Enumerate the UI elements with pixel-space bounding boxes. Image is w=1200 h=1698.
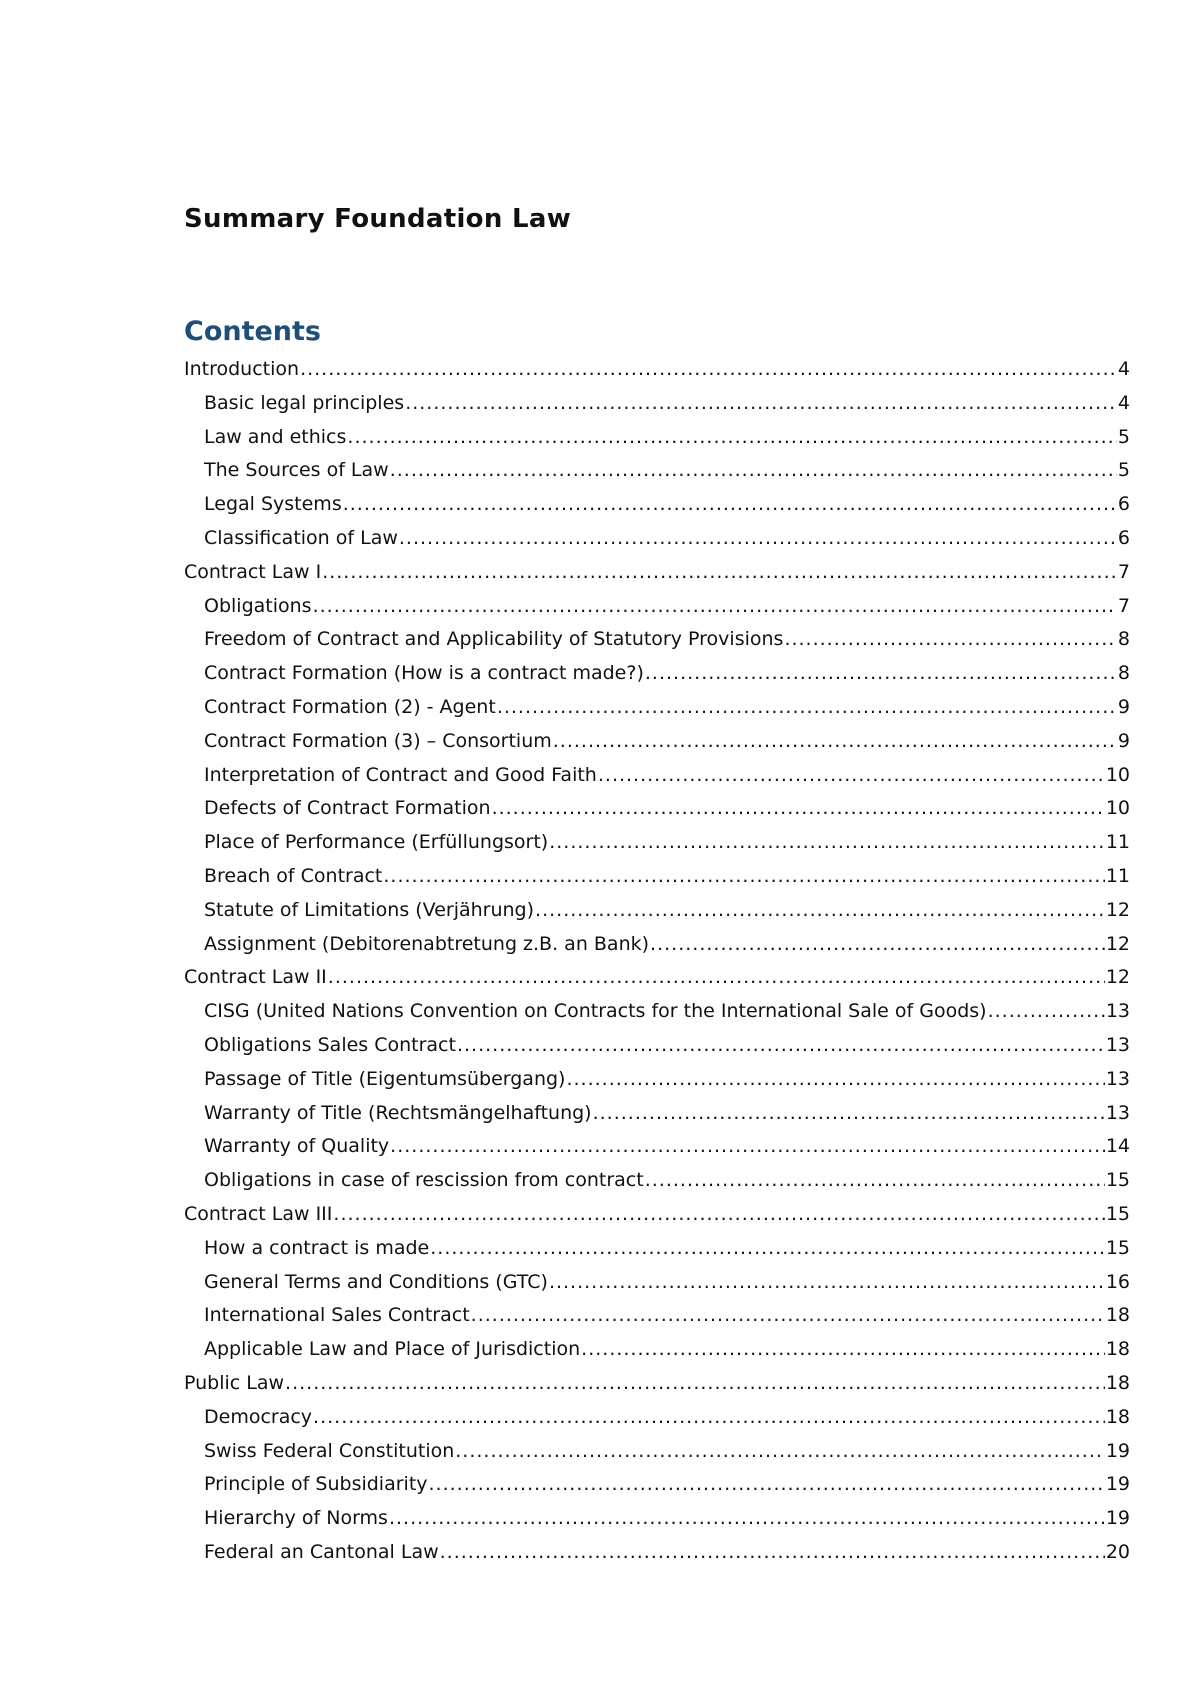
toc-entry-subsection[interactable] bbox=[184, 860, 1130, 894]
toc-entry-page-number: 4 bbox=[1117, 358, 1130, 380]
toc-entry-page-number: 13 bbox=[1105, 1067, 1130, 1090]
toc-entry-title: Obligations Sales Contract bbox=[204, 1033, 456, 1056]
toc-entry-page-number: 12 bbox=[1105, 932, 1130, 955]
toc-dot-leader bbox=[492, 792, 1105, 826]
document-title: Summary Foundation Law bbox=[184, 204, 572, 234]
toc-dot-leader bbox=[300, 353, 1117, 387]
toc-entry-page-number: 12 bbox=[1105, 898, 1130, 921]
toc-dot-leader bbox=[457, 1029, 1105, 1063]
toc-entry-page-number: 18 bbox=[1105, 1371, 1130, 1394]
toc-entry-page-number: 16 bbox=[1105, 1270, 1130, 1293]
toc-entry-page-number: 8 bbox=[1117, 628, 1130, 651]
toc-entry-page-number: 15 bbox=[1105, 1202, 1130, 1225]
toc-entry-title: Defects of Contract Formation bbox=[204, 797, 491, 820]
toc-entry-title: How a contract is made bbox=[204, 1236, 430, 1259]
toc-entry-page-number: 10 bbox=[1105, 797, 1130, 820]
toc-dot-leader bbox=[598, 759, 1105, 793]
toc-entry-page-number: 18 bbox=[1105, 1405, 1130, 1428]
toc-dot-leader bbox=[322, 556, 1117, 590]
toc-entry-title: Assignment (Debitorenabtretung z.B. an Bank) bbox=[204, 932, 650, 955]
toc-entry-title: Contract Formation (3) – Consortium bbox=[204, 729, 552, 752]
toc-entry-subsection[interactable] bbox=[184, 1063, 1130, 1097]
toc-entry-subsection[interactable] bbox=[184, 792, 1130, 826]
toc-entry-section[interactable] bbox=[184, 556, 1130, 590]
toc-dot-leader bbox=[645, 657, 1117, 691]
toc-dot-leader bbox=[471, 1299, 1105, 1333]
toc-entry-title: General Terms and Conditions (GTC) bbox=[204, 1270, 548, 1293]
toc-entry-page-number: 20 bbox=[1105, 1540, 1130, 1563]
toc-dot-leader bbox=[650, 928, 1105, 962]
toc-dot-leader bbox=[593, 1097, 1105, 1131]
toc-entry-title: Contract Law III bbox=[184, 1202, 333, 1225]
toc-dot-leader bbox=[988, 995, 1105, 1029]
toc-entry-title: Democracy bbox=[204, 1405, 313, 1428]
toc-entry-subsection[interactable] bbox=[184, 1435, 1130, 1469]
toc-entry-subsection[interactable] bbox=[184, 894, 1130, 928]
toc-entry-page-number: 13 bbox=[1105, 1033, 1130, 1056]
toc-dot-leader bbox=[343, 488, 1117, 522]
toc-entry-title: Warranty of Quality bbox=[204, 1135, 390, 1158]
toc-dot-leader bbox=[405, 387, 1117, 421]
toc-entry-page-number: 13 bbox=[1105, 1101, 1130, 1124]
toc-dot-leader bbox=[390, 1130, 1105, 1164]
toc-dot-leader bbox=[549, 1266, 1105, 1300]
toc-entry-subsection[interactable] bbox=[184, 1502, 1130, 1536]
toc-entry-page-number: 5 bbox=[1117, 459, 1130, 482]
toc-entry-page-number: 10 bbox=[1105, 763, 1130, 786]
toc-dot-leader bbox=[285, 1367, 1105, 1401]
toc-entry-page-number: 15 bbox=[1105, 1236, 1130, 1259]
toc-dot-leader bbox=[333, 1198, 1104, 1232]
toc-entry-subsection[interactable] bbox=[184, 691, 1130, 725]
toc-entry-subsection[interactable] bbox=[184, 928, 1130, 962]
toc-entry-subsection[interactable] bbox=[184, 1299, 1130, 1333]
toc-entry-title: Hierarchy of Norms bbox=[204, 1507, 388, 1530]
toc-entry-subsection[interactable] bbox=[184, 1097, 1130, 1131]
toc-dot-leader bbox=[581, 1333, 1105, 1367]
toc-entry-page-number: 19 bbox=[1105, 1473, 1130, 1496]
toc-entry-title: The Sources of Law bbox=[204, 459, 389, 482]
toc-entry-page-number: 4 bbox=[1117, 391, 1130, 414]
toc-dot-leader bbox=[313, 1401, 1105, 1435]
toc-dot-leader bbox=[440, 1536, 1105, 1570]
toc-entry-title: Warranty of Title (Rechtsmängelhaftung) bbox=[204, 1101, 592, 1124]
toc-entry-title: Contract Formation (2) - Agent bbox=[204, 695, 496, 718]
toc-dot-leader bbox=[535, 894, 1105, 928]
toc-entry-subsection[interactable] bbox=[184, 522, 1130, 556]
toc-entry-section[interactable] bbox=[184, 1198, 1130, 1232]
toc-dot-leader bbox=[784, 623, 1116, 657]
toc-entry-title: Public Law bbox=[184, 1371, 285, 1394]
toc-entry-page-number: 7 bbox=[1117, 560, 1130, 583]
toc-entry-page-number: 9 bbox=[1117, 695, 1130, 718]
toc-entry-page-number: 15 bbox=[1105, 1169, 1130, 1192]
toc-entry-subsection[interactable] bbox=[184, 488, 1130, 522]
toc-entry-title: Principle of Subsidiarity bbox=[204, 1473, 428, 1496]
toc-entry-page-number: 19 bbox=[1105, 1439, 1130, 1462]
toc-entry-title: Place of Performance (Erfüllungsort) bbox=[204, 831, 549, 854]
toc-entry-title: Federal an Cantonal Law bbox=[204, 1540, 439, 1563]
toc-dot-leader bbox=[497, 691, 1117, 725]
toc-dot-leader bbox=[313, 590, 1117, 624]
toc-entry-title: Freedom of Contract and Applicability of Statutory Provisions bbox=[204, 628, 784, 651]
toc-entry-page-number: 18 bbox=[1105, 1304, 1130, 1327]
toc-entry-page-number: 12 bbox=[1105, 966, 1130, 989]
toc-dot-leader bbox=[383, 860, 1104, 894]
toc-entry-subsection[interactable] bbox=[184, 1536, 1130, 1570]
toc-entry-page-number: 11 bbox=[1105, 831, 1130, 854]
toc-entry-subsection[interactable] bbox=[184, 1232, 1130, 1266]
toc-dot-leader bbox=[429, 1468, 1105, 1502]
toc-entry-page-number: 6 bbox=[1117, 493, 1130, 516]
toc-entry-title: CISG (United Nations Convention on Contracts for the International Sale of Goods) bbox=[204, 1000, 987, 1023]
toc-entry-title: Introduction bbox=[184, 358, 300, 380]
toc-entry-title: Interpretation of Contract and Good Faith bbox=[204, 763, 597, 786]
toc-entry-subsection[interactable] bbox=[184, 725, 1130, 759]
toc-dot-leader bbox=[328, 961, 1105, 995]
toc-entry-subsection[interactable] bbox=[184, 759, 1130, 793]
table-of-contents bbox=[184, 353, 1130, 1570]
toc-entry-subsection[interactable] bbox=[184, 387, 1130, 421]
toc-entry-title: Law and ethics bbox=[204, 425, 347, 448]
toc-entry-subsection[interactable] bbox=[184, 1164, 1130, 1198]
toc-entry-title: Contract Law II bbox=[184, 966, 327, 989]
toc-entry-subsection[interactable] bbox=[184, 1266, 1130, 1300]
toc-entry-page-number: 13 bbox=[1105, 1000, 1130, 1023]
toc-entry-title: Applicable Law and Place of Jurisdiction bbox=[204, 1338, 581, 1361]
toc-dot-leader bbox=[455, 1435, 1105, 1469]
toc-dot-leader bbox=[399, 522, 1117, 556]
toc-entry-page-number: 7 bbox=[1117, 594, 1130, 617]
toc-entry-title: Basic legal principles bbox=[204, 391, 405, 414]
toc-entry-page-number: 9 bbox=[1117, 729, 1130, 752]
toc-entry-section[interactable] bbox=[184, 353, 1130, 387]
toc-entry-subsection[interactable] bbox=[184, 1130, 1130, 1164]
toc-entry-subsection[interactable] bbox=[184, 1333, 1130, 1367]
toc-entry-title: Breach of Contract bbox=[204, 864, 383, 887]
toc-entry-subsection[interactable] bbox=[184, 590, 1130, 624]
toc-entry-title: Classification of Law bbox=[204, 526, 398, 549]
toc-entry-page-number: 6 bbox=[1117, 526, 1130, 549]
toc-dot-leader bbox=[347, 421, 1117, 455]
toc-entry-subsection[interactable] bbox=[184, 1029, 1130, 1063]
toc-dot-leader bbox=[645, 1164, 1105, 1198]
toc-entry-page-number: 19 bbox=[1105, 1507, 1130, 1530]
toc-entry-title: Legal Systems bbox=[204, 493, 342, 516]
toc-entry-title: Statute of Limitations (Verjährung) bbox=[204, 898, 535, 921]
toc-entry-page-number: 5 bbox=[1117, 425, 1130, 448]
toc-heading: Contents bbox=[184, 316, 322, 347]
toc-dot-leader bbox=[430, 1232, 1105, 1266]
toc-entry-title: Obligations in case of rescission from contract bbox=[204, 1169, 644, 1192]
toc-entry-section[interactable] bbox=[184, 961, 1130, 995]
toc-entry-page-number: 8 bbox=[1117, 662, 1130, 685]
toc-entry-page-number: 11 bbox=[1105, 864, 1130, 887]
toc-entry-subsection[interactable] bbox=[184, 421, 1130, 455]
toc-entry-subsection[interactable] bbox=[184, 657, 1130, 691]
toc-entry-subsection[interactable] bbox=[184, 1401, 1130, 1435]
toc-entry-title: Passage of Title (Eigentumsübergang) bbox=[204, 1067, 566, 1090]
toc-dot-leader bbox=[390, 454, 1117, 488]
toc-entry-page-number: 14 bbox=[1105, 1135, 1130, 1158]
toc-entry-subsection[interactable] bbox=[184, 1468, 1130, 1502]
toc-entry-subsection[interactable] bbox=[184, 623, 1130, 657]
toc-entry-title: Swiss Federal Constitution bbox=[204, 1439, 455, 1462]
toc-entry-title: Obligations bbox=[204, 594, 312, 617]
toc-dot-leader bbox=[549, 826, 1105, 860]
toc-entry-subsection[interactable] bbox=[184, 454, 1130, 488]
toc-dot-leader bbox=[389, 1502, 1105, 1536]
toc-entry-section[interactable] bbox=[184, 1367, 1130, 1401]
toc-entry-page-number: 18 bbox=[1105, 1338, 1130, 1361]
toc-dot-leader bbox=[566, 1063, 1104, 1097]
toc-dot-leader bbox=[553, 725, 1117, 759]
toc-entry-subsection[interactable] bbox=[184, 995, 1130, 1029]
toc-entry-title: Contract Law I bbox=[184, 560, 322, 583]
toc-entry-title: International Sales Contract bbox=[204, 1304, 470, 1327]
toc-entry-title: Contract Formation (How is a contract made?) bbox=[204, 662, 644, 685]
toc-entry-subsection[interactable] bbox=[184, 826, 1130, 860]
